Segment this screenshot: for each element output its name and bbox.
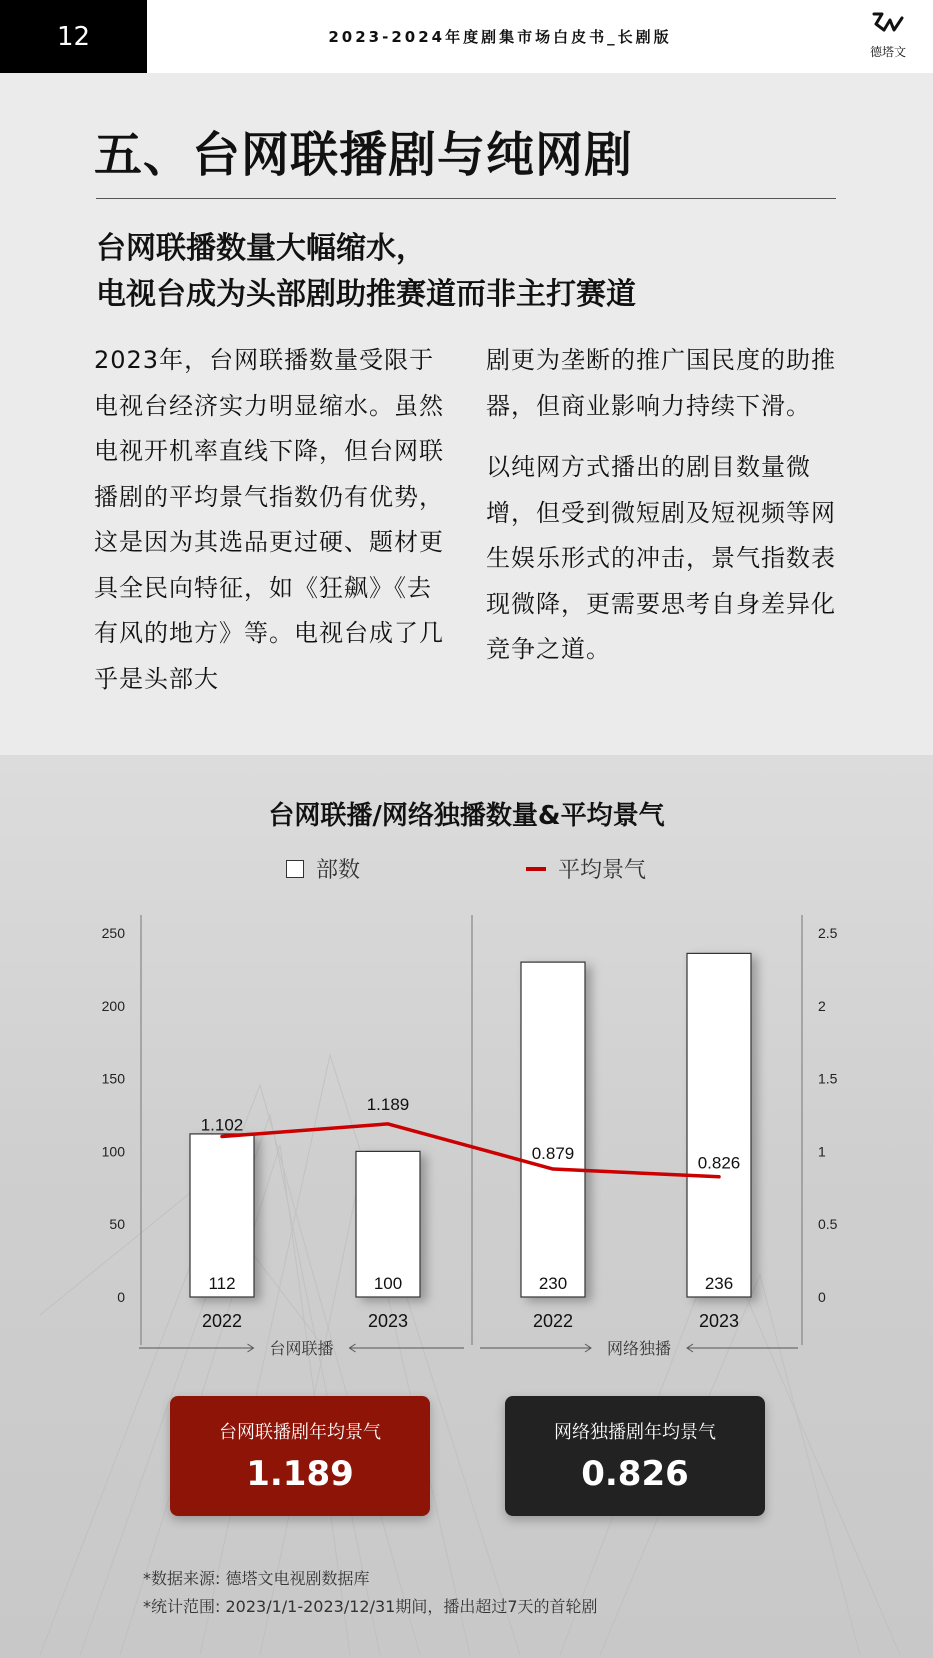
- line-value-label: 1.189: [366, 1094, 410, 1114]
- y-right-tick-label: 0.5: [818, 1216, 838, 1233]
- body-column-right: [486, 338, 846, 673]
- x-tick-label: 2022: [532, 1311, 574, 1331]
- y-right-tick-label: 2: [818, 997, 826, 1014]
- body-paragraph: 2023年，台网联播数量受限于电视台经济实力明显缩水。虽然电视开机率直线下降，但台网联播剧的平均景气指数仍有优势，这是因为其选品更过硬、题材更具全民向特征，如《狂飙》《去有风的地方》等。电视台成了几乎是头部大: [94, 346, 444, 693]
- summary-card-tv-network: [170, 1396, 430, 1516]
- line-point: [221, 1135, 224, 1138]
- page-number: 12: [0, 0, 147, 73]
- y-right-tick-label: 2.5: [818, 925, 838, 941]
- group-label: 网络独播: [606, 1339, 672, 1358]
- title-divider: [96, 198, 836, 199]
- line-series: [222, 1124, 719, 1177]
- x-tick-label: 2022: [201, 1311, 243, 1331]
- footnote-scope: *统计范围: 2023/1/1-2023/12/31期间，播出超过7天的首轮剧: [143, 1597, 598, 1616]
- line-point: [552, 1168, 555, 1171]
- combo-chart: [0, 755, 933, 1395]
- y-right-tick-label: 0: [818, 1289, 826, 1305]
- group-label: 台网联播: [269, 1339, 334, 1358]
- section-title: 五、台网联播剧与纯网剧: [94, 127, 634, 183]
- footnote-source: *数据来源: 德塔文电视剧数据库: [143, 1569, 370, 1588]
- bar: [521, 962, 585, 1297]
- legend-label: 平均景气: [558, 858, 647, 883]
- y-left-tick-label: 100: [101, 1143, 125, 1160]
- legend-label: 部数: [316, 858, 361, 883]
- document-title: 2023-2024年度剧集市场白皮书_长剧版: [328, 28, 672, 46]
- body-column-left: [94, 338, 454, 702]
- summary-card-web-exclusive: [505, 1396, 765, 1516]
- bar-value-label: 236: [704, 1274, 734, 1293]
- bar: [687, 953, 751, 1297]
- card-label: 台网联播剧年均景气: [219, 1422, 381, 1443]
- body-paragraph: 剧更为垄断的推广国民度的助推器，但商业影响力持续下滑。: [486, 346, 836, 420]
- line-value-label: 1.102: [200, 1115, 244, 1135]
- bar-value-label: 100: [373, 1274, 403, 1293]
- chart-panel: [0, 755, 933, 1658]
- y-left-tick-label: 150: [101, 1070, 125, 1087]
- y-left-tick-label: 0: [117, 1289, 125, 1305]
- bar: [190, 1134, 254, 1297]
- brand-logo: [863, 10, 913, 64]
- y-right-tick-label: 1.5: [818, 1070, 838, 1087]
- x-tick-label: 2023: [367, 1311, 409, 1331]
- card-value: 0.826: [581, 1454, 689, 1494]
- page-header: [0, 0, 933, 73]
- logo-text: 德塔文: [869, 45, 906, 59]
- subhead-line-1: 台网联播数量大幅缩水，: [96, 231, 426, 266]
- line-point: [718, 1175, 721, 1178]
- y-right-tick-label: 1: [818, 1143, 826, 1160]
- y-left-tick-label: 50: [109, 1216, 125, 1233]
- card-value: 1.189: [246, 1454, 354, 1494]
- subhead-line-2: 电视台成为头部剧助推赛道而非主打赛道: [96, 277, 636, 312]
- card-label: 网络独播剧年均景气: [554, 1422, 716, 1443]
- y-left-tick-label: 250: [101, 925, 125, 941]
- y-left-tick-label: 200: [101, 997, 125, 1014]
- line-point: [387, 1122, 390, 1125]
- bar-value-label: 112: [208, 1274, 236, 1293]
- logo-mark-icon: [868, 10, 908, 42]
- body-paragraph: 以纯网方式播出的剧目数量微增，但受到微短剧及短视频等网生娱乐形式的冲击，景气指数表现微降，更需要思考自身差异化竞争之道。: [486, 453, 836, 663]
- x-tick-label: 2023: [698, 1311, 740, 1331]
- line-value-label: 0.879: [531, 1144, 575, 1164]
- bar-value-label: 230: [538, 1274, 568, 1293]
- section-subhead: [96, 226, 636, 318]
- line-value-label: 0.826: [697, 1153, 741, 1173]
- chart-title: 台网联播/网络独播数量&平均景气: [268, 801, 665, 831]
